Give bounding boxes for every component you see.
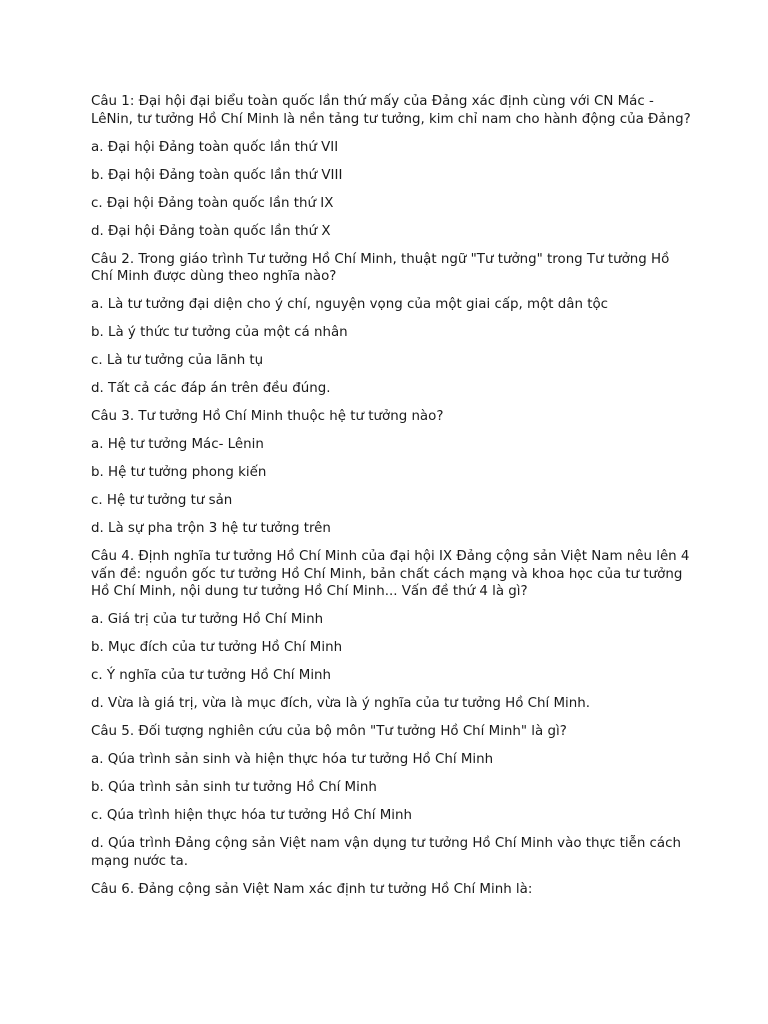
question-3-option-a: a. Hệ tư tưởng Mác- Lênin: [91, 437, 264, 452]
question-1: Câu 1: Đại hội đại biểu toàn quốc lần thứ mấy của Đảng xác định cùng với CN Mác - LêNin, tư tưởng Hồ Chí Minh là nền tảng tư tưởng, kim chỉ nam cho hành động của Đảng?: [91, 94, 691, 127]
question-4-option-a: a. Giá trị của tư tưởng Hồ Chí Minh: [91, 612, 324, 627]
question-3: Câu 3. Tư tưởng Hồ Chí Minh thuộc hệ tư tưởng nào?: [91, 409, 444, 424]
question-6: Câu 6. Đảng cộng sản Việt Nam xác định tư tưởng Hồ Chí Minh là:: [91, 881, 533, 897]
question-5: Câu 5. Đối tượng nghiên cứu của bộ môn "Tư tưởng Hồ Chí Minh" là gì?: [91, 724, 567, 739]
question-1-option-d: d. Đại hội Đảng toàn quốc lần thứ X: [91, 223, 331, 239]
question-3-option-b: b. Hệ tư tưởng phong kiến: [91, 465, 267, 480]
question-4-option-c: c. Ý nghĩa của tư tưởng Hồ Chí Minh: [91, 668, 332, 683]
question-5-option-a: a. Qúa trình sản sinh và hiện thực hóa tư tưởng Hồ Chí Minh: [91, 752, 494, 767]
question-4-option-d: d. Vừa là giá trị, vừa là mục đích, vừa là ý nghĩa của tư tưởng Hồ Chí Minh.: [91, 696, 590, 711]
question-4: Câu 4. Định nghĩa tư tưởng Hồ Chí Minh của đại hội IX Đảng cộng sản Việt Nam nêu lên 4 vấn đề: nguồn gốc tư tưởng Hồ Chí Minh, bản chất cách mạng và khoa học của tư tưởng Hồ Chí Minh, nội dung tư tưởng Hồ Chí Minh... Vấn đề thứ 4 là gì?: [91, 549, 690, 599]
question-5-option-b: b. Qúa trình sản sinh tư tưởng Hồ Chí Minh: [91, 780, 377, 795]
question-2: Câu 2. Trong giáo trình Tư tưởng Hồ Chí Minh, thuật ngữ "Tư tưởng" trong Tư tưởng Hồ Chí Minh được dùng theo nghĩa nào?: [91, 251, 670, 284]
question-3-option-c: c. Hệ tư tưởng tư sản: [91, 493, 233, 508]
question-3-option-d: d. Là sự pha trộn 3 hệ tư tưởng trên: [91, 521, 331, 536]
question-5-option-c: c. Qúa trình hiện thực hóa tư tưởng Hồ Chí Minh: [91, 808, 412, 823]
document-page: [91, 93, 691, 909]
question-1-option-b: b. Đại hội Đảng toàn quốc lần thứ VIII: [91, 167, 343, 183]
question-5-option-d: d. Qúa trình Đảng cộng sản Việt nam vận dụng tư tưởng Hồ Chí Minh vào thực tiễn cách mạng nước ta.: [91, 836, 681, 869]
question-2-option-d: d. Tất cả các đáp án trên đều đúng.: [91, 381, 331, 396]
question-1-option-c: c. Đại hội Đảng toàn quốc lần thứ IX: [91, 195, 334, 211]
question-2-option-b: b. Là ý thức tư tưởng của một cá nhân: [91, 325, 348, 340]
question-1-option-a: a. Đại hội Đảng toàn quốc lần thứ VII: [91, 139, 339, 155]
question-2-option-c: c. Là tư tưởng của lãnh tụ: [91, 353, 264, 368]
question-2-option-a: a. Là tư tưởng đại diện cho ý chí, nguyện vọng của một giai cấp, một dân tộc: [91, 297, 609, 312]
question-4-option-b: b. Mục đích của tư tưởng Hồ Chí Minh: [91, 640, 343, 655]
